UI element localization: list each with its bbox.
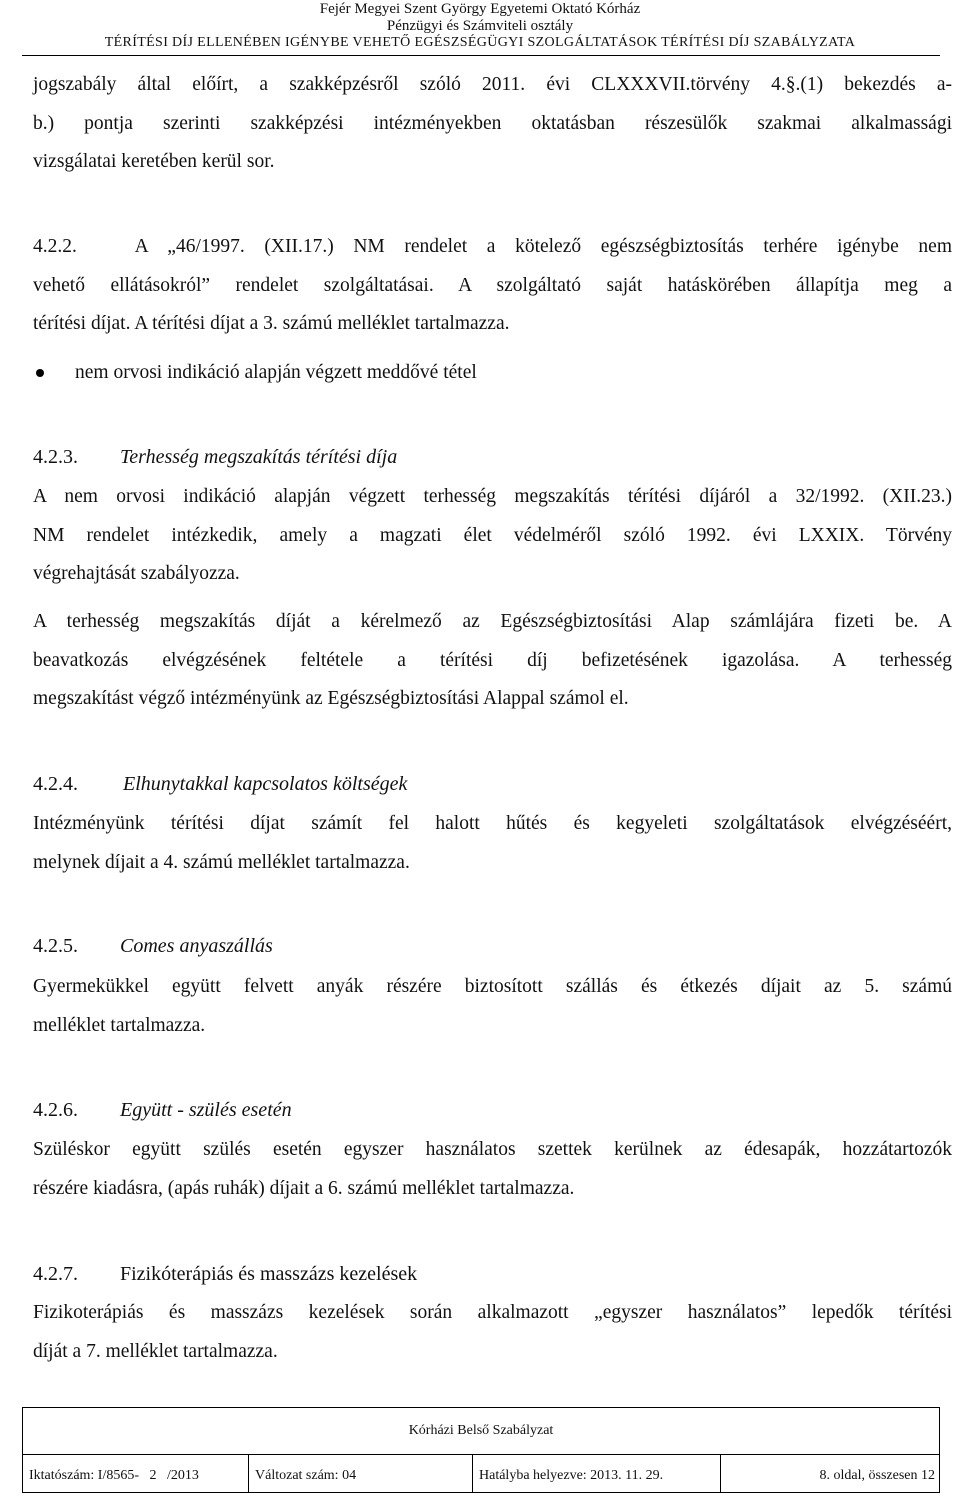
text-line: beavatkozás elvégzésének feltétele a térítési díj befizetésének igazolása. A terhesség [33, 649, 952, 671]
section-heading-4-2-4 [33, 770, 407, 798]
text-line: végrehajtását szabályozza. [33, 563, 240, 584]
text-line: Intézményünk térítési díjat számít fel halott hűtés és kegyeleti szolgáltatások elvégzéséért, [33, 813, 952, 834]
footer-iktatoszam: Iktatószám: I/8565- 2 /2013 [23, 1454, 249, 1492]
footer-effective-date: Hatályba helyezve: 2013. 11. 29. [473, 1454, 721, 1492]
text-line: vizsgálatai keretében kerül sor. [33, 151, 275, 172]
footer-version: Változat szám: 04 [249, 1454, 473, 1492]
footer-table [22, 1407, 940, 1493]
header-document-title: TÉRÍTÉSI DÍJ ELLENÉBEN IGÉNYBE VEHETŐ EGÉSZSÉGÜGYI SZOLGÁLTATÁSOK TÉRÍTÉSI DÍJ SZABÁLYZATA [104, 35, 856, 50]
section-4-2-5-paragraph [33, 968, 952, 1045]
section-title: Fizikóterápiás és masszázs kezelések [120, 1263, 418, 1285]
section-heading-4-2-6 [33, 1096, 292, 1124]
section-4-2-7-paragraph [33, 1294, 952, 1371]
section-number: 4.2.3. [33, 446, 78, 468]
section-number: 4.2.5. [33, 935, 78, 957]
text-line: NM rendelet intézkedik, amely a magzati élet védelméről szóló 1992. évi LXXIX. Törvény [33, 524, 952, 546]
section-title: Elhunytakkal kapcsolatos költségek [123, 773, 408, 795]
section-title: Együtt - szülés esetén [120, 1099, 292, 1121]
text-line: térítési díjat. A térítési díjat a 3. számú melléklet tartalmazza. [33, 313, 510, 334]
section-4-2-3-paragraph-1 [33, 478, 952, 594]
section-number: 4.2.6. [33, 1099, 78, 1121]
text-line: Gyermekükkel együtt felvett anyák részére biztosított szállás és étkezés díjait az 5. számú [33, 976, 952, 997]
text-line: melléklet tartalmazza. [33, 1014, 206, 1036]
section-heading-4-2-7 [33, 1260, 417, 1288]
text-line: A terhesség megszakítás díját a kérelmező az Egészségbiztosítási Alap számlájára fizeti be. A [33, 611, 952, 632]
section-title: Comes anyaszállás [120, 935, 273, 957]
section-number: 4.2.4. [33, 773, 78, 795]
text-line: vehető ellátásokról” rendelet szolgáltatásai. A szolgáltató saját hatáskörében állapítja meg a [33, 274, 952, 296]
section-title: Terhesség megszakítás térítési díja [120, 446, 398, 468]
text-line: jogszabály által előírt, a szakképzésről szóló 2011. évi CLXXXVII.törvény 4.§.(1) bekezdés a- [33, 74, 952, 95]
text-line: megszakítást végző intézményünk az Egészségbiztosítási Alappal számol el. [33, 688, 629, 709]
section-4-2-3-paragraph-2 [33, 603, 952, 719]
text-line: részére kiadásra, (apás ruhák) díjait a 6. számú melléklet tartalmazza. [33, 1177, 575, 1199]
text-line: melynek díjait a 4. számú melléklet tartalmazza. [33, 851, 410, 873]
text-line: A nem orvosi indikáció alapján végzett terhesség megszakítás térítési díjáról a 32/1992. (XII.23.) [33, 486, 952, 507]
section-number: 4.2.7. [33, 1263, 78, 1285]
section-4-2-2-paragraph [33, 228, 952, 344]
text-line: Fizikoterápiás és masszázs kezelések során alkalmazott „egyszer használatos” lepedők térítési [33, 1302, 952, 1323]
footer-title: Kórházi Belső Szabályzat [23, 1408, 939, 1455]
header-department: Pénzügyi és Számviteli osztály [386, 18, 574, 34]
bullet-text: nem orvosi indikáció alapján végzett meddővé tétel [75, 362, 477, 383]
text-line: díját a 7. melléklet tartalmazza. [33, 1340, 278, 1362]
header-hospital-name: Fejér Megyei Szent György Egyetemi Oktató Kórház [319, 1, 641, 17]
text-line: 4.2.2. A „46/1997. (XII.17.) NM rendelet a kötelező egészségbiztosítás terhére igénybe nem [33, 236, 952, 257]
section-4-2-4-paragraph [33, 805, 952, 882]
bullet-dot-icon [36, 369, 44, 377]
section-heading-4-2-3 [33, 443, 397, 471]
section-heading-4-2-5 [33, 932, 273, 960]
section-4-2-6-paragraph [33, 1131, 952, 1208]
header-divider [22, 55, 940, 56]
intro-paragraph [33, 66, 952, 182]
text-line: b.) pontja szerinti szakképzési intézményekben oktatásban részesülők szakmai alkalmassági [33, 112, 952, 134]
text-line: Szüléskor együtt szülés esetén egyszer használatos szettek kerülnek az édesapák, hozzátartozók [33, 1139, 952, 1160]
footer-page-number: 8. oldal, összesen 12 [819, 1468, 935, 1483]
